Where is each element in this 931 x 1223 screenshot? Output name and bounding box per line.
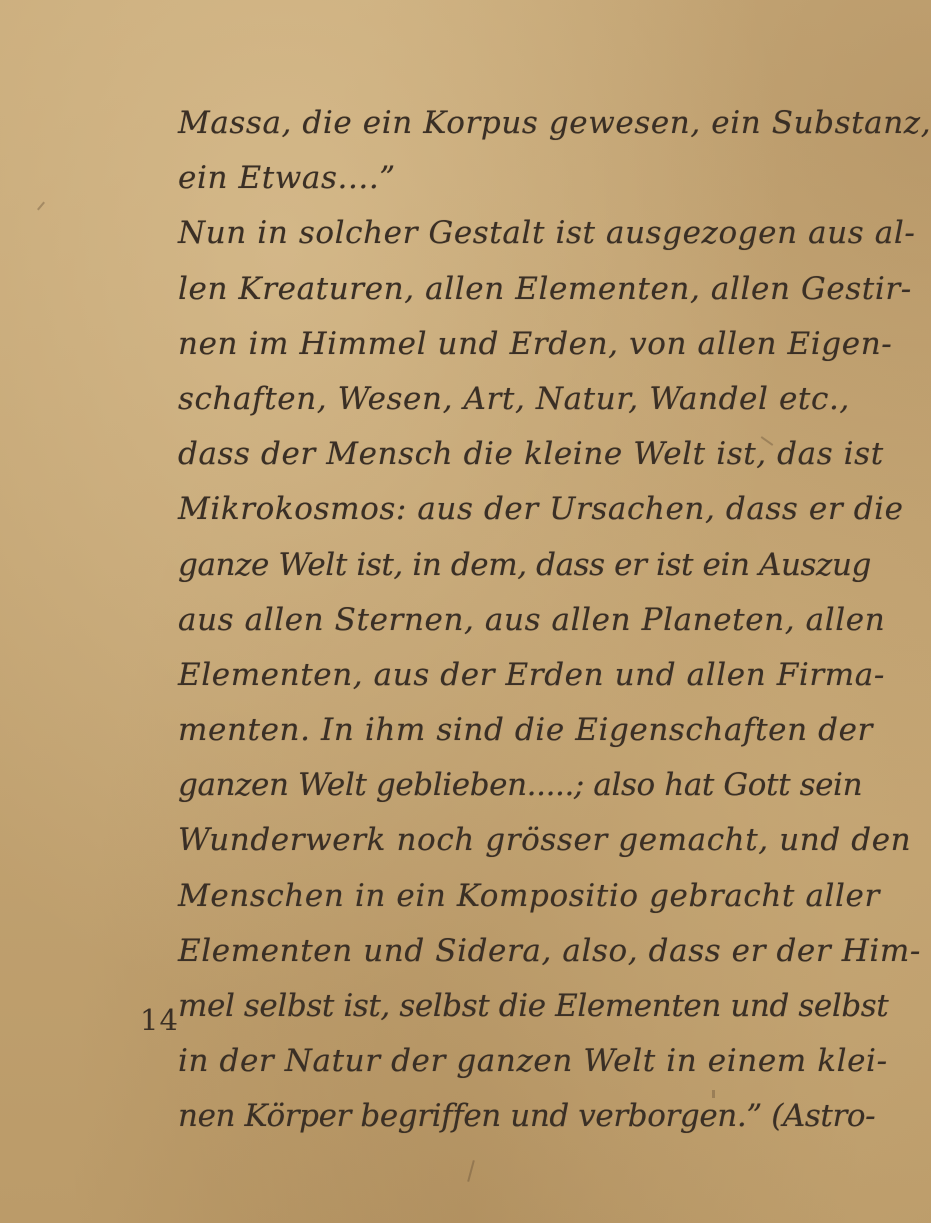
page-number: 14 [140, 1003, 179, 1037]
text-line-12: menten. In ihm sind die Eigenschaften der [178, 712, 873, 749]
text-line-16: Elementen und Sidera, also, dass er der Him- [178, 932, 921, 969]
paper-speck [467, 1160, 475, 1182]
text-line-3: Nun in solcher Gestalt ist ausgezogen aus al- [178, 215, 916, 252]
text-line-7: dass der Mensch die kleine Welt ist, das ist [178, 436, 884, 473]
text-line-18: in der Natur der ganzen Welt in einem klei- [178, 1043, 888, 1080]
paper-speck [37, 202, 45, 211]
text-line-14: Wunderwerk noch grösser gemacht, und den [178, 822, 912, 859]
text-line-5: nen im Himmel und Erden, von allen Eigen- [178, 325, 893, 362]
text-line-19: nen Körper begriffen und verborgen.” (Astro- [178, 1098, 876, 1135]
text-line-10: aus allen Sternen, aus allen Planeten, allen [178, 601, 886, 638]
text-line-6: schaften, Wesen, Art, Natur, Wandel etc., [178, 380, 850, 417]
text-line-11: Elementen, aus der Erden und allen Firma- [178, 656, 885, 693]
text-line-15: Menschen in ein Kompositio gebracht aller [178, 877, 880, 914]
text-line-8: Mikrokosmos: aus der Ursachen, dass er die [178, 491, 904, 528]
text-line-2: ein Etwas....” [178, 160, 396, 197]
text-line-13: ganzen Welt geblieben.....; also hat Gott sein [178, 767, 863, 804]
paper-speck [712, 1090, 715, 1098]
body-text [178, 96, 931, 1145]
text-line-17: mel selbst ist, selbst die Elementen und selbst [178, 988, 889, 1024]
text-line-9: ganze Welt ist, in dem, dass er ist ein Auszug [178, 546, 871, 583]
text-line-4: len Kreaturen, allen Elementen, allen Gestir- [178, 270, 912, 307]
text-line-1: Massa, die ein Korpus gewesen, ein Substanz, [178, 105, 931, 141]
